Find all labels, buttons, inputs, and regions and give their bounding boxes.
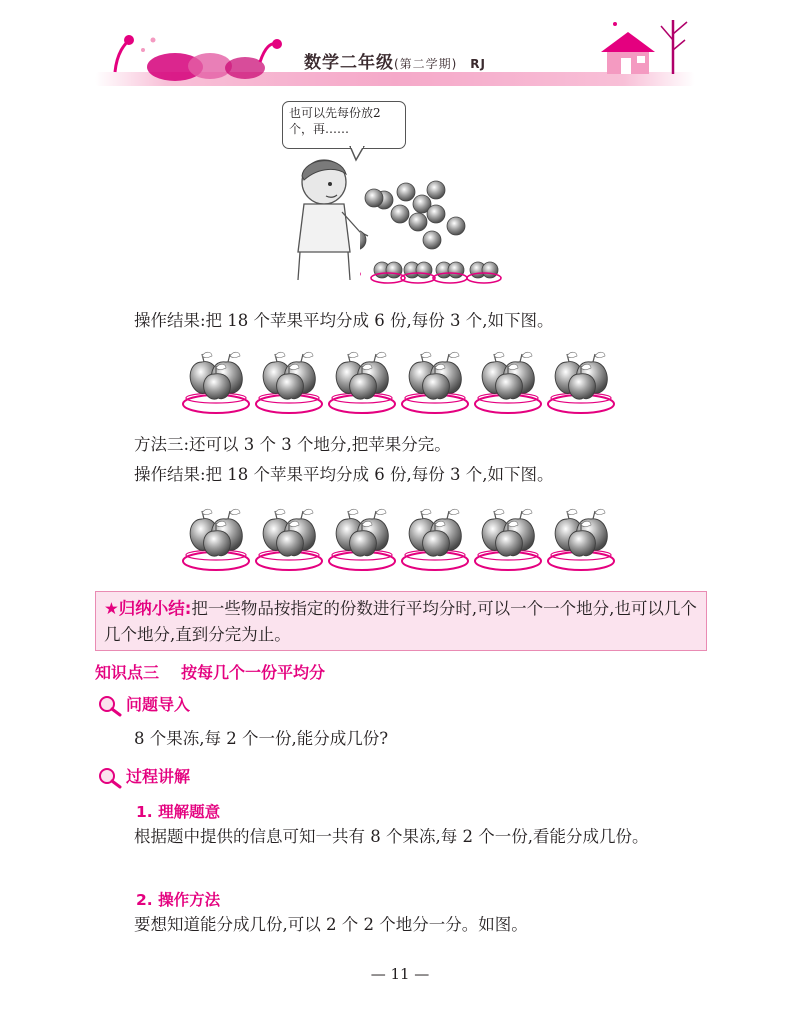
apple-plate bbox=[472, 505, 544, 577]
apple-plate bbox=[180, 348, 252, 420]
knowledge-point-title: 知识点三 按每几个一份平均分 bbox=[95, 663, 326, 682]
three-apples-on-plate bbox=[326, 505, 398, 577]
method-3-paragraph: 方法三:还可以 3 个 3 个地分,把苹果分完。 bbox=[134, 435, 451, 454]
three-apples-on-plate bbox=[399, 348, 471, 420]
apple-plates-row-2 bbox=[180, 505, 620, 577]
summary-box bbox=[95, 591, 707, 651]
apple-plates-row-1 bbox=[180, 348, 620, 420]
step-2-title: 2. 操作方法 bbox=[136, 891, 221, 909]
three-apples-on-plate bbox=[545, 348, 617, 420]
summary-label: ★归纳小结: bbox=[104, 599, 192, 618]
three-apples-on-plate bbox=[399, 505, 471, 577]
speech-bubble: 也可以先每份放2个，再…… bbox=[282, 101, 406, 149]
result-paragraph-2: 操作结果:把 18 个苹果平均分成 6 份,每份 3 个,如下图。 bbox=[134, 465, 554, 484]
step-1-text: 根据题中提供的信息可知一共有 8 个果冻,每 2 个一份,看能分成几份。 bbox=[134, 827, 649, 846]
three-apples-on-plate bbox=[472, 505, 544, 577]
apple-plate bbox=[545, 505, 617, 577]
three-apples-on-plate bbox=[326, 348, 398, 420]
page-header bbox=[95, 0, 695, 100]
question-intro-text: 8 个果冻,每 2 个一份,能分成几份? bbox=[134, 729, 389, 748]
page-number: — 11 — bbox=[370, 965, 430, 983]
summary-text: 把一些物品按指定的份数进行平均分时,可以一个一个地分,也可以几个几个地分,直到分完为止。 bbox=[104, 599, 697, 644]
result-paragraph-1: 操作结果:把 18 个苹果平均分成 6 份,每份 3 个,如下图。 bbox=[134, 311, 554, 330]
apple-plate bbox=[253, 348, 325, 420]
apple-plate bbox=[472, 348, 544, 420]
apple-plate bbox=[326, 348, 398, 420]
apple-plate bbox=[399, 505, 471, 577]
magnifier-icon bbox=[98, 695, 122, 717]
apples-falling-illustration bbox=[360, 178, 510, 288]
three-apples-on-plate bbox=[180, 505, 252, 577]
question-intro-heading: 问题导入 bbox=[98, 692, 190, 718]
apple-plate bbox=[253, 505, 325, 577]
three-apples-on-plate bbox=[253, 505, 325, 577]
three-apples-on-plate bbox=[472, 348, 544, 420]
three-apples-on-plate bbox=[545, 505, 617, 577]
apple-plate bbox=[399, 348, 471, 420]
three-apples-on-plate bbox=[253, 348, 325, 420]
step-2-text: 要想知道能分成几份,可以 2 个 2 个地分一分。如图。 bbox=[134, 915, 528, 934]
header-house-decoration bbox=[595, 10, 695, 80]
header-title: 数学二年级(第二学期) RJ bbox=[303, 53, 486, 73]
magnifier-icon bbox=[98, 767, 122, 789]
apple-plate bbox=[326, 505, 398, 577]
apple-plate bbox=[545, 348, 617, 420]
three-apples-on-plate bbox=[180, 348, 252, 420]
step-1-title: 1. 理解题意 bbox=[136, 803, 221, 821]
apple-plate bbox=[180, 505, 252, 577]
process-heading: 过程讲解 bbox=[98, 764, 190, 790]
